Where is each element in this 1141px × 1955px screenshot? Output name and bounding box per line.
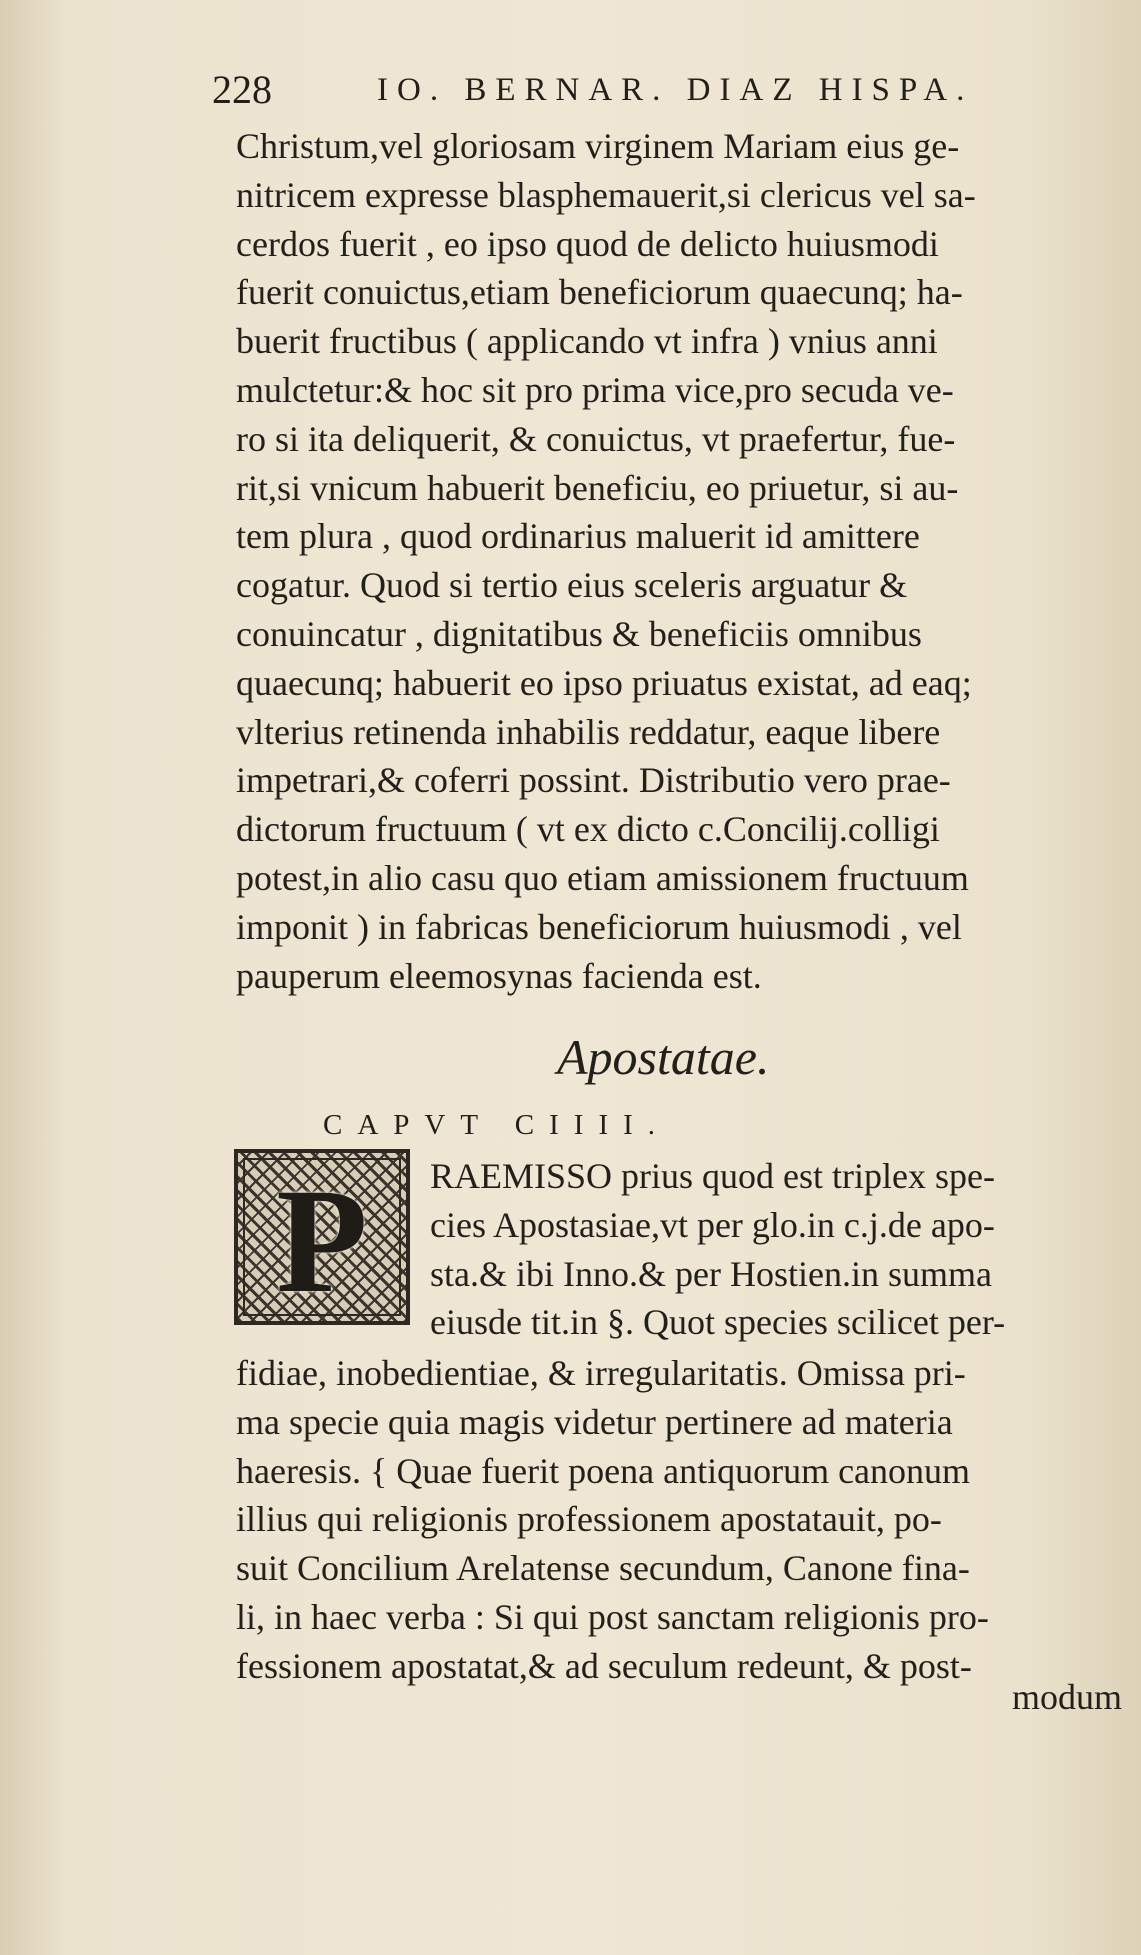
catchword: modum: [1012, 1677, 1123, 1717]
text-line: cogatur. Quod si tertio eius sceleris arguatur &: [236, 565, 908, 606]
continued-text-block: [236, 1349, 1122, 1691]
text-line: buerit fructibus ( applicando vt infra ) vnius anni: [236, 321, 938, 362]
text-line: vlterius retinenda inhabilis reddatur, eaque libere: [236, 711, 941, 752]
text-line: potest,in alio casu quo etiam amissionem fructuum: [236, 857, 969, 898]
text-line: tem plura , quod ordinarius maluerit id amittere: [236, 516, 920, 557]
text-line: quaecunq; habuerit eo ipso priuatus existat, ad eaq;: [236, 662, 972, 703]
text-line: dictorum fructuum ( vt ex dicto c.Concilij.colligi: [236, 809, 940, 850]
text-line: rit,si vnicum habuerit beneficiu, eo priuetur, si au-: [236, 467, 959, 508]
running-head: IO. BERNAR. DIAZ HISPA.: [377, 72, 974, 108]
text-line: eiusde tit.in §. Quot species scilicet per-: [430, 1302, 1006, 1343]
text-line: mulctetur:& hoc sit pro prima vice,pro secuda ve-: [236, 369, 954, 410]
text-line: haeresis. { Quae fuerit poena antiquorum canonum: [236, 1450, 971, 1491]
page-header: [212, 62, 982, 118]
text-line: pauperum eleemosynas facienda est.: [236, 955, 762, 996]
text-line: fessionem apostatat,& ad seculum redeunt, & post-: [236, 1645, 972, 1686]
text-line: nitricem expresse blasphemauerit,si clericus vel sa-: [236, 174, 976, 215]
text-line: ro si ita deliquerit, & conuictus, vt praefertur, fue-: [236, 418, 956, 459]
text-line: cerdos fuerit , eo ipso quod de delicto huiusmodi: [236, 223, 939, 264]
text-line: illius qui religionis professionem apostatauit, po-: [236, 1499, 942, 1540]
section-title: Apostatae.: [557, 1029, 770, 1085]
initial-letter: P: [276, 1158, 368, 1324]
indented-text-block: [430, 1152, 1110, 1347]
text-line: Christum,vel gloriosam virginem Mariam eius ge-: [236, 126, 960, 166]
text-line: RAEMISSO prius quod est triplex spe-: [430, 1156, 995, 1196]
text-line: sta.& ibi Inno.& per Hostien.in summa: [430, 1253, 992, 1294]
text-line: conuincatur , dignitatibus & beneficiis omnibus: [236, 613, 922, 654]
text-line: ma specie quia magis videtur pertinere ad materia: [236, 1401, 953, 1442]
text-line: cies Apostasiae,vt per glo.in c.j.de apo-: [430, 1204, 995, 1245]
decorated-initial: [234, 1149, 410, 1325]
text-line: imponit ) in fabricas beneficiorum huiusmodi , vel: [236, 906, 962, 947]
text-line: fidiae, inobedientiae, & irregularitatis. Omissa pri-: [236, 1353, 966, 1393]
chapter-heading: CAPVT CIIII.: [323, 1109, 671, 1141]
page-number: 228: [212, 67, 272, 112]
main-text-block: [236, 122, 1122, 1000]
text-line: li, in haec verba : Si qui post sanctam religionis pro-: [236, 1596, 989, 1637]
text-line: impetrari,& coferri possint. Distributio vero prae-: [236, 760, 951, 801]
text-line: fuerit conuictus,etiam beneficiorum quaecunq; ha-: [236, 272, 963, 313]
text-line: suit Concilium Arelatense secundum, Canone fina-: [236, 1548, 970, 1589]
